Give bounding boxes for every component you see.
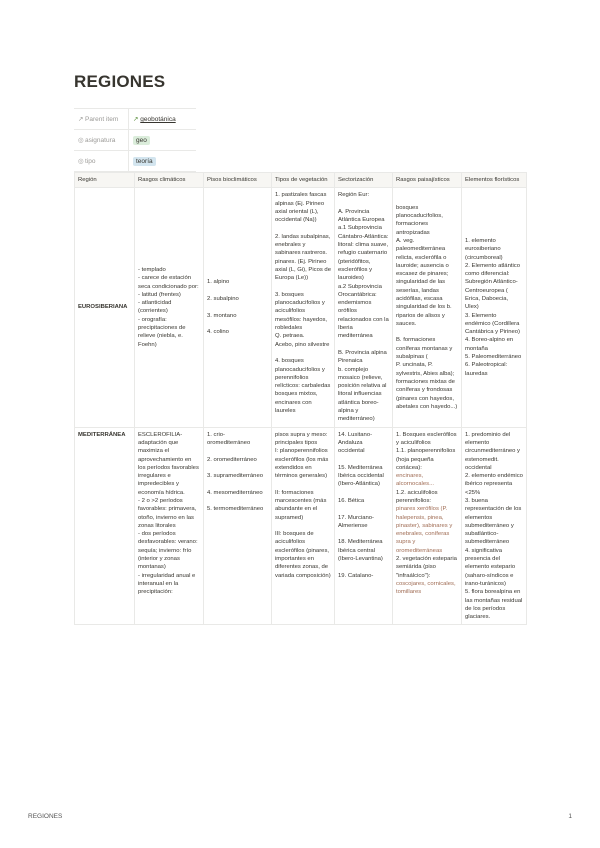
page-title: REGIONES bbox=[74, 72, 166, 91]
header-paisaje: Rasgos paisajísticos bbox=[393, 173, 462, 188]
region-cell: EUROSIBERIANA bbox=[75, 188, 135, 427]
parent-item-link[interactable]: geobotánica bbox=[140, 116, 176, 123]
clima-cell: ESCLEROFILIA- adaptación que maximiza el aprovechamiento en los períodos favorables irregulares e impredecibles y economía hídrica. - 2 o >2 períodos favorables: primavera, otoño, invierno en las zonas litorales - dos períodos desfavorables: verano: sequía; invierno: frío (interior y zonas montanas) - irregularidad anual e interanual en la precipitación: bbox=[135, 427, 204, 625]
table-header-row bbox=[75, 173, 527, 188]
header-sectorizacion: Sectorización bbox=[335, 173, 393, 188]
header-clima: Rasgos climáticos bbox=[135, 173, 204, 188]
paisaje-text: 1.2. aciculifolios perennifolios: bbox=[396, 489, 440, 504]
property-row-asignatura[interactable] bbox=[74, 130, 196, 151]
sectorizacion-cell: Región Eur: A. Provincia Atlántica Europea a.1 Subprovincia Cántabro-Atlántica: litoral: clima suave, refugio cuaternario (pteridófitos, esclerófilos y lauroides) a.2 Subprovincia Orocantábrica: endemismos orófilos relacionados con la Iberia mediterránea B. Provincia alpina Pirenaica b. complejo mosaico (relieve, posición relativa al litoral influencias atlántica boreo-alpina y mediterráneo) bbox=[335, 188, 393, 427]
properties-table bbox=[74, 108, 196, 172]
paisaje-cell bbox=[393, 427, 462, 625]
header-pisos: Pisos bioclimáticos bbox=[204, 173, 272, 188]
flora-cell: 1. predominio del elemento circunmediterráneo y estenomedit. occidental 2. elemento endémico ibérico representa <25% 3. buena representación de los elementos submediterráneo y subatlántico-submediterráneo 4. significativa presencia del elemento estepario (saharo-síndicos e irano-turánicos) 5. flora borealpina en las montañas residual de los períodos glaciares. bbox=[462, 427, 527, 625]
property-row-parent[interactable] bbox=[74, 109, 196, 130]
select-icon: ◎ bbox=[78, 158, 84, 165]
clima-cell: - templado - carece de estación seca condicionado por: - latitud (frentes) - atlanticidad (corrientes) - orografía: precipitaciones de relieve (niebla, e. Foehn) bbox=[135, 188, 204, 427]
select-icon: ◎ bbox=[78, 137, 84, 144]
vegetacion-cell: 1. pastizales fascas alpinas (Ej. Pirineo axial oriental (L), occidental (Na)) 2. landas subalpinas, enebrales y sabinares rastreros. pinares. (Ej. Pirineo axial (L, Gi), Picos de Europa (Le)) 3. bosques planocaducifolios y aciculifolios mesófilos: hayedos, robledales Q. petraea. Acebo, pino silvestre 4. bosques planocaducifolios y perennifolios relícticos: carbaledas bosques mixtos, encinares con laureles bbox=[272, 188, 335, 427]
asignatura-tag[interactable]: geo bbox=[133, 136, 150, 145]
pisos-cell: 1. alpino 2. subalpino 3. montano 4. colino bbox=[204, 188, 272, 427]
header-flora: Elementos florísticos bbox=[462, 173, 527, 188]
table-row bbox=[75, 427, 527, 625]
paisaje-text: 1. Bosques esclerófilos y aciculifolios 1.1. planoperennifolios (hoja pequeña coriácea): bbox=[396, 431, 457, 471]
sprout-icon: ↗ bbox=[133, 116, 139, 123]
regions-table bbox=[74, 172, 527, 625]
property-key-tipo: ◎tipo bbox=[74, 151, 129, 172]
paisaje-example: coscojares, cornicales, tomillares bbox=[396, 580, 458, 596]
property-key-asignatura: ◎asignatura bbox=[74, 130, 129, 151]
arrow-up-right-icon: ↗ bbox=[78, 116, 84, 123]
header-region: Región bbox=[75, 173, 135, 188]
paisaje-example: pinares xerófilos (P. halepensis, pinea, pinaster), sabinares y enebrales, coníferas supra y oromediterráneas bbox=[396, 506, 454, 554]
tipo-tag[interactable]: teoría bbox=[133, 157, 156, 166]
property-value-tipo[interactable] bbox=[129, 151, 197, 172]
property-value-asignatura[interactable] bbox=[129, 130, 197, 151]
flora-cell: 1. elemento eurosiberiano (circumboreal) 2. Elemento atlántico como diferencial: Subregión Atlántico-Centroeuropea ( Erica, Daboecia, Ulex) 3. Elemento endémico (Cordillera Cantábrica y Pirineo) 4. Boreo-alpino en montaña 5. Paleomediterráneo 6. Paleotropical: lauredas bbox=[462, 188, 527, 427]
footer-page-number: 1 bbox=[568, 813, 572, 820]
regions-table-viewport bbox=[74, 172, 527, 776]
property-row-tipo[interactable] bbox=[74, 151, 196, 172]
paisaje-cell: bosques planocaducifolios, formaciones antropizadas A. veg. paleomediterránea relicta, esclerófila o lauroide; ausencia o escasez de pinares; singularidad de las seserías, landas acidófilas, escasa singularidad de los b. riparios de alisos y sauces. B. formaciones coníferas montanas y subalpinas ( P. uncinata, P. sylvestris, Abies alba); formaciones mixtas de coníferas y frondosas (pinares con hayedos, abetales con hayedo...) bbox=[393, 188, 462, 427]
sectorizacion-cell: 14. Lusitano-Andaluza occidental 15. Mediterránea Ibérica occidental (Ibero-Atlántica) 16. Bética 17. Murciano-Almeriense 18. Mediterránea Ibérica central (Ibero-Levantina) 19. Catalano- bbox=[335, 427, 393, 625]
pisos-cell: 1. crio-oromediterráneo 2. oromediterráneo 3. supramediterráneo 4. mesomediterráneo 5. termomediterráneo bbox=[204, 427, 272, 625]
property-key-parent: ↗ Parent item bbox=[74, 109, 129, 130]
region-cell: MEDITERRÁNEA bbox=[75, 427, 135, 625]
footer-title: REGIONES bbox=[28, 813, 63, 820]
table-row bbox=[75, 188, 527, 427]
property-value-parent[interactable] bbox=[129, 109, 197, 130]
paisaje-text: 2. vegetación esteparia semiárida (piso "infraálcico"): bbox=[396, 556, 459, 579]
paisaje-example: encinares, alcornocales... bbox=[396, 473, 434, 488]
vegetacion-cell: pisos supra y meso: principales tipos I: planoperennifolios esclerófilos (los más extendidos en términos generales) II: formaciones marcescentes (más abundante en el supramed) III: bosques de aciculifolios esclerófilos (pinares, importantes en diferentes zonas, de variada composición) bbox=[272, 427, 335, 625]
header-vegetacion: Tipos de vegetación bbox=[272, 173, 335, 188]
